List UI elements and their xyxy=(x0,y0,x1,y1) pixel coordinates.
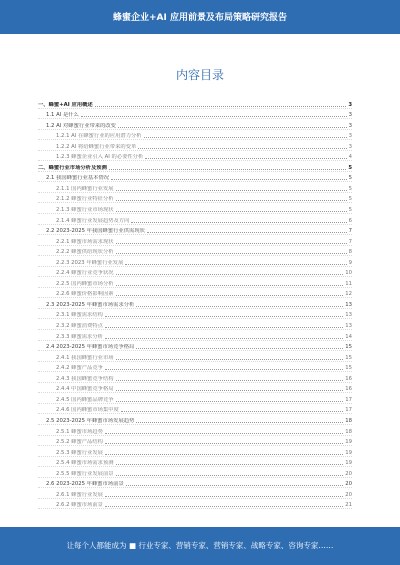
toc-entry-title: 2.2.5 国内蜂蜜市场分析 xyxy=(56,280,114,287)
toc-entry[interactable] xyxy=(38,393,352,404)
toc-leader-dots xyxy=(95,102,347,107)
toc-entry-title: 2.4.2 蜂蜜产品竞争 xyxy=(56,365,103,372)
toc-leader-dots xyxy=(136,344,343,349)
toc-entry-page: 5 xyxy=(348,164,352,171)
toc-leader-dots xyxy=(105,450,343,455)
toc-entry-title: 1.2 AI 对蜂蜜行业带来的改变 xyxy=(46,122,116,129)
toc-entry-page: 5 xyxy=(348,175,352,182)
toc-leader-dots xyxy=(126,481,344,486)
toc-entry[interactable] xyxy=(38,457,352,468)
toc-entry-page: 19 xyxy=(345,460,352,467)
toc-leader-dots xyxy=(121,407,343,412)
toc-leader-dots xyxy=(116,460,344,465)
toc-leader-dots xyxy=(116,249,347,254)
toc-entry-page: 7 xyxy=(348,238,352,245)
toc-entry-page: 19 xyxy=(345,439,352,446)
toc-entry-page: 7 xyxy=(348,228,352,235)
toc-entry-title: 2.4.4 中国蜂蜜竞争格局 xyxy=(56,386,114,393)
toc-leader-dots xyxy=(105,312,343,317)
toc-entry[interactable] xyxy=(38,309,352,320)
toc-entry-page: 8 xyxy=(348,249,352,256)
toc-entry-title: 2.6 2023-2025 年蜂蜜市场前景 xyxy=(46,481,124,488)
toc-entry[interactable] xyxy=(38,436,352,447)
toc-entry[interactable] xyxy=(38,372,352,383)
toc-entry[interactable] xyxy=(38,383,352,394)
toc-entry[interactable] xyxy=(38,277,352,288)
toc-entry[interactable] xyxy=(38,151,352,162)
toc-leader-dots xyxy=(116,186,347,191)
toc-entry-title: 2.4.5 国内蜂蜜品牌竞争 xyxy=(56,396,114,403)
toc-entry-title: 2.6.2 蜂蜜市场前景 xyxy=(56,502,103,509)
toc-leader-dots xyxy=(105,334,343,339)
toc-leader-dots xyxy=(116,355,344,360)
toc-leader-dots xyxy=(116,207,347,212)
toc-entry-page: 16 xyxy=(345,386,352,393)
toc-entry-title: 2.4.3 我国蜂蜜竞争结构 xyxy=(56,375,114,382)
toc-entry[interactable] xyxy=(38,404,352,415)
toc-entry-title: 2.1.2 蜂蜜行业特征分析 xyxy=(56,196,114,203)
toc-entry[interactable] xyxy=(38,256,352,267)
toc-leader-dots xyxy=(105,502,343,507)
toc-entry[interactable] xyxy=(38,203,352,214)
toc-entry-page: 3 xyxy=(348,133,352,140)
toc-entry[interactable] xyxy=(38,109,352,120)
toc-entry-page: 13 xyxy=(345,323,352,330)
toc-entry[interactable] xyxy=(38,119,352,130)
toc-entry[interactable] xyxy=(38,488,352,499)
toc-entry[interactable] xyxy=(38,499,352,510)
toc-entry-title: 2.1.1 国内蜂蜜行业发展 xyxy=(56,185,114,192)
toc-entry-page: 12 xyxy=(345,291,352,298)
toc-entry[interactable] xyxy=(38,425,352,436)
toc-leader-dots xyxy=(144,133,347,138)
toc-entry-title: 1.2.2 AI 将给蜂蜜行业带来的变革 xyxy=(56,143,137,150)
toc-entry-title: 2.2.6 蜂蜜价格影响因素 xyxy=(56,291,114,298)
footer-slogan: 让每个人都能成为 ■ 行业专家、营销专家、营销专家、战略专家、咨询专家…… xyxy=(66,541,334,550)
toc-leader-dots xyxy=(105,429,343,434)
toc-entry-title: 2.1.4 蜂蜜行业发展趋势及方向 xyxy=(56,217,130,224)
toc-entry-page: 3 xyxy=(348,101,352,108)
toc-leader-dots xyxy=(136,418,343,423)
toc-leader-dots xyxy=(111,175,347,180)
toc-entry-title: 2.2.1 蜂蜜市场需求现状 xyxy=(56,238,114,245)
toc-entry-title: 2.2.3 2023 年蜂蜜行业发展 xyxy=(56,259,124,266)
toc-leader-dots xyxy=(105,323,343,328)
toc-entry-page: 5 xyxy=(348,207,352,214)
toc-entry-title: 2.5.5 蜂蜜行业发展前景 xyxy=(56,470,114,477)
toc-entry-page: 17 xyxy=(345,407,352,414)
toc-entry[interactable] xyxy=(38,446,352,457)
toc-entry[interactable] xyxy=(38,341,352,352)
toc-leader-dots xyxy=(116,471,344,476)
toc-entry-page: 11 xyxy=(345,280,352,287)
toc-entry-title: 2.5.3 蜂蜜行业发展 xyxy=(56,449,103,456)
toc-entry[interactable] xyxy=(38,267,352,278)
toc-entry-title: 2.3.3 蜂蜜需求分析 xyxy=(56,333,103,340)
toc-entry-title: 2.5.4 蜂蜜市场需求预测 xyxy=(56,460,114,467)
toc-entry[interactable] xyxy=(38,330,352,341)
toc-leader-dots xyxy=(116,291,344,296)
toc-entry-page: 3 xyxy=(348,143,352,150)
toc-entry[interactable] xyxy=(38,246,352,257)
toc-leader-dots xyxy=(116,386,344,391)
toc-leader-dots xyxy=(116,281,344,286)
toc-leader-dots xyxy=(138,144,346,149)
toc-leader-dots xyxy=(131,218,346,223)
toc-entry-page: 19 xyxy=(345,449,352,456)
toc-entry-page: 6 xyxy=(348,217,352,224)
toc-entry[interactable] xyxy=(38,98,352,109)
toc-entry-page: 10 xyxy=(345,270,352,277)
toc-entry[interactable] xyxy=(38,467,352,478)
toc-entry[interactable] xyxy=(38,130,352,141)
toc-entry[interactable] xyxy=(38,161,352,172)
toc-leader-dots xyxy=(147,228,347,233)
toc-entry-page: 4 xyxy=(348,154,352,161)
toc-entry[interactable] xyxy=(38,298,352,309)
toc-leader-dots xyxy=(116,397,344,402)
toc-leader-dots xyxy=(105,365,343,370)
toc-entry-title: 1.1 AI 是什么 xyxy=(46,112,79,119)
toc-entry-page: 9 xyxy=(348,259,352,266)
toc-entry-title: 2.1 我国蜂蜜行业基本情况 xyxy=(46,175,110,182)
toc-entry-title: 一、蜂蜜+AI 应用概述 xyxy=(38,101,93,108)
toc-entry-page: 15 xyxy=(345,354,352,361)
toc-leader-dots xyxy=(116,196,347,201)
toc-entry-title: 2.5 2023-2025 年蜂蜜市场发展趋势 xyxy=(46,417,135,424)
toc-entry-title: 2.4 2023-2025 年蜂蜜市场竞争格局 xyxy=(46,344,135,351)
toc-leader-dots xyxy=(109,165,346,170)
toc-leader-dots xyxy=(116,239,347,244)
toc-entry[interactable] xyxy=(38,235,352,246)
toc-entry-title: 2.2.2 蜂蜜供给现状分析 xyxy=(56,249,114,256)
toc-leader-dots xyxy=(116,270,344,275)
toc-entry-page: 15 xyxy=(345,344,352,351)
toc-leader-dots xyxy=(105,439,343,444)
toc-leader-dots xyxy=(105,492,343,497)
toc-leader-dots xyxy=(136,302,343,307)
toc-entry[interactable] xyxy=(38,214,352,225)
toc-entry[interactable] xyxy=(38,288,352,299)
toc-entry-title: 2.2.4 蜂蜜行业竞争状况 xyxy=(56,270,114,277)
toc-entry-page: 20 xyxy=(345,481,352,488)
toc-entry-page: 5 xyxy=(348,185,352,192)
toc-entry-page: 17 xyxy=(345,396,352,403)
toc-entry-title: 2.3.2 蜂蜜消费特点 xyxy=(56,323,103,330)
toc-entry-title: 2.5.1 蜂蜜市场趋势 xyxy=(56,428,103,435)
toc-entry-page: 16 xyxy=(345,375,352,382)
toc-entry[interactable] xyxy=(38,172,352,183)
toc-entry[interactable] xyxy=(38,193,352,204)
toc-entry-page: 15 xyxy=(345,365,352,372)
toc-entry-page: 20 xyxy=(345,491,352,498)
toc-entry-title: 2.5.2 蜂蜜产品结构 xyxy=(56,439,103,446)
toc-entry-title: 1.2.1 AI 在蜂蜜行业的应用潜力分析 xyxy=(56,133,142,140)
toc-leader-dots xyxy=(116,376,344,381)
toc-entry-page: 14 xyxy=(345,333,352,340)
toc-leader-dots xyxy=(81,112,347,117)
toc-entry-title: 2.3.1 蜂蜜需求结构 xyxy=(56,312,103,319)
report-title: 蜂蜜企业+AI 应用前景及布局策略研究报告 xyxy=(113,13,287,23)
toc-entry[interactable] xyxy=(38,351,352,362)
toc-leader-dots xyxy=(145,154,346,159)
toc-entry-page: 5 xyxy=(348,196,352,203)
toc-entry-page: 13 xyxy=(345,301,352,308)
toc-entry[interactable] xyxy=(38,319,352,330)
toc-entry-title: 2.4.6 国内蜂蜜市场集中度 xyxy=(56,407,119,414)
toc-entry-page: 18 xyxy=(345,428,352,435)
footer-bar xyxy=(0,527,400,565)
toc-entry[interactable] xyxy=(38,362,352,373)
toc-entry-title: 2.1.3 蜂蜜行业市场现状 xyxy=(56,207,114,214)
header-bar xyxy=(0,0,400,34)
toc-entry-title: 2.2 2023-2025 年我国蜂蜜行业供需现状 xyxy=(46,228,145,235)
toc-entry-page: 3 xyxy=(348,112,352,119)
toc-entry-page: 3 xyxy=(348,122,352,129)
toc-entry-page: 13 xyxy=(345,312,352,319)
toc-entry-page: 20 xyxy=(345,470,352,477)
toc-entry[interactable] xyxy=(38,182,352,193)
toc-entry-title: 2.4.1 我国蜂蜜行业市场 xyxy=(56,354,114,361)
toc-entry[interactable] xyxy=(38,478,352,489)
toc-entry-title: 2.3 2023-2025 年蜂蜜市场需求分析 xyxy=(46,301,135,308)
toc-entry-title: 1.2.3 蜂蜜企业引入 AI 的必要性分析 xyxy=(56,154,144,161)
toc-entry-title: 二、蜂蜜行业市场分析及预测 xyxy=(38,164,107,171)
toc-entry-page: 18 xyxy=(345,417,352,424)
toc-leader-dots xyxy=(125,260,346,265)
toc-leader-dots xyxy=(118,123,347,128)
page-title: 内容目录 xyxy=(175,68,224,82)
toc-entry[interactable] xyxy=(38,225,352,236)
toc-entry[interactable] xyxy=(38,140,352,151)
table-of-contents xyxy=(38,98,352,509)
toc-entry[interactable] xyxy=(38,414,352,425)
toc-entry-page: 21 xyxy=(345,502,352,509)
toc-entry-title: 2.6.1 蜂蜜行业发展 xyxy=(56,491,103,498)
